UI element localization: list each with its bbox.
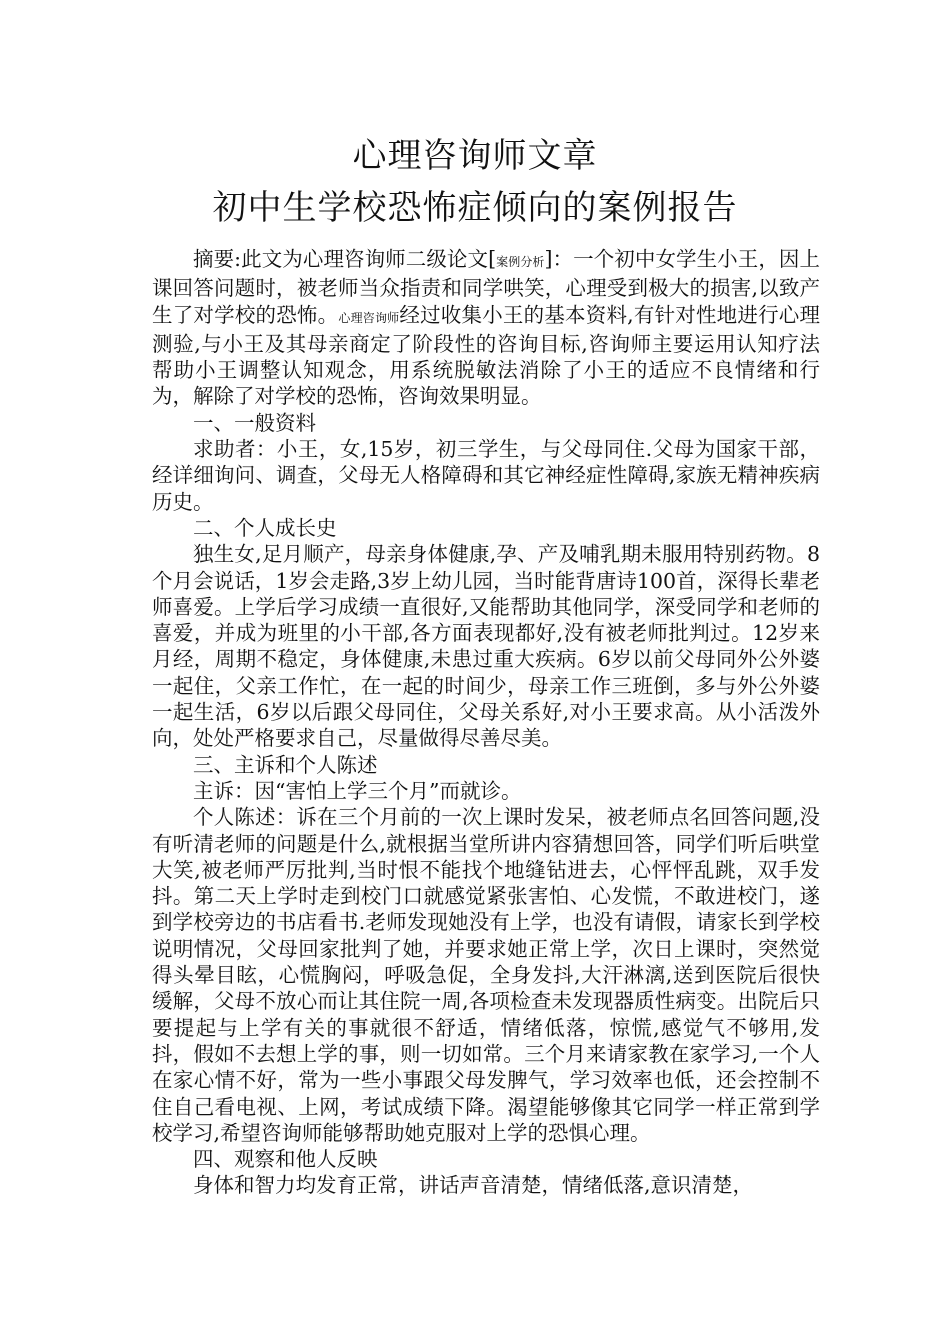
section-heading-observation: 四、观察和他人反映 — [193, 1147, 378, 1172]
section-paragraph: 主诉：因“害怕上学三个月”而就诊。 — [193, 778, 522, 803]
section-heading-growth: 二、个人成长史 — [193, 515, 337, 540]
section-paragraph: 求助者：小王，女,15岁，初三学生，与父母同住.父母为国家干部，经详细询问、调查，父母无人格障碍和其它神经症性障碍,家族无精神疾病历史。 — [152, 437, 820, 514]
abstract-tag2: 心理咨询师 — [338, 310, 400, 325]
section-heading-general: 一、一般资料 — [193, 410, 316, 435]
section-heading-complaint: 三、主诉和个人陈述 — [193, 752, 378, 777]
document-title: 心理咨询师文章 — [352, 136, 598, 176]
abstract-rest: 经过收集小王的基本资料,有针对性地进行心理测验,与小王及其母亲商定了阶段性的咨询目标,咨询师主要运用认知疗法帮助小王调整认知观念，用系统脱敏法消除了小王的适应不良情绪和行为，解除了对学校的恐怖，咨询效果明显。 — [152, 302, 821, 409]
abstract-prefix: 摘要:此文为心理咨询师二级论文[ — [193, 247, 497, 271]
section-paragraph: 身体和智力均发育正常，讲话声音清楚，情绪低落,意识清楚， — [193, 1173, 754, 1198]
abstract-paragraph — [152, 246, 820, 410]
section-paragraph: 个人陈述：诉在三个月前的一次上课时发呆，被老师点名回答问题,没有听清老师的问题是什么,就根据当堂所讲内容猜想回答，同学们听后哄堂大笑,被老师严厉批判,当时恨不能找个地缝钻进去，心怦怦乱跳，双手发抖。第二天上学时走到校门口就感觉紧张害怕、心发慌，不敢进校门，遂到学校旁边的书店看书.老师发现她没有上学，也没有请假，请家长到学校说明情况，父母回家批判了她，并要求她正常上学，次日上课时，突然觉得头晕目眩，心慌胸闷，呼吸急促，全身发抖,大汗淋漓,送到医院后很快缓解，父母不放心而让其住院一周,各项检查未发现器质性病变。出院后只要提起与上学有关的事就很不舒适，情绪低落，惊慌,感觉气不够用,发抖，假如不去想上学的事，则一切如常。三个月来请家教在家学习,一个人在家心情不好，常为一些小事跟父母发脾气，学习效率也低，还会控制不住自己看电视、上网，考试成绩下降。渴望能够像其它同学一样正常到学校学习,希望咨询师能够帮助她克服对上学的恐惧心理。 — [152, 805, 820, 1145]
abstract-tag: 案例分析 — [496, 255, 545, 269]
document-subtitle: 初中生学校恐怖症倾向的案例报告 — [212, 188, 738, 228]
document-body — [152, 246, 820, 1199]
section-paragraph: 独生女,足月顺产，母亲身体健康,孕、产及哺乳期未服用特别药物。8个月会说话，1岁会走路,3岁上幼儿园，当时能背唐诗100首，深得长辈老师喜爱。上学后学习成绩一直很好,又能帮助其他同学，深受同学和老师的喜爱，并成为班里的小干部,各方面表现都好,没有被老师批判过。12岁来月经，周期不稳定，身体健康,未患过重大疾病。6岁以前父母同外公外婆一起住，父亲工作忙，在一起的时间少，母亲工作三班倒，多与外公外婆一起生活，6岁以后跟父母同住，父母关系好,对小王要求高。从小活泼外向，处处严格要求自己，尽量做得尽善尽美。 — [152, 542, 820, 751]
abstract-mid: ]：一个初中女学生小王，因上课回答问题时，被老师当众指责和同学哄笑，心理受到极大的损害,以致产生了对学校的恐怖。 — [152, 247, 820, 327]
